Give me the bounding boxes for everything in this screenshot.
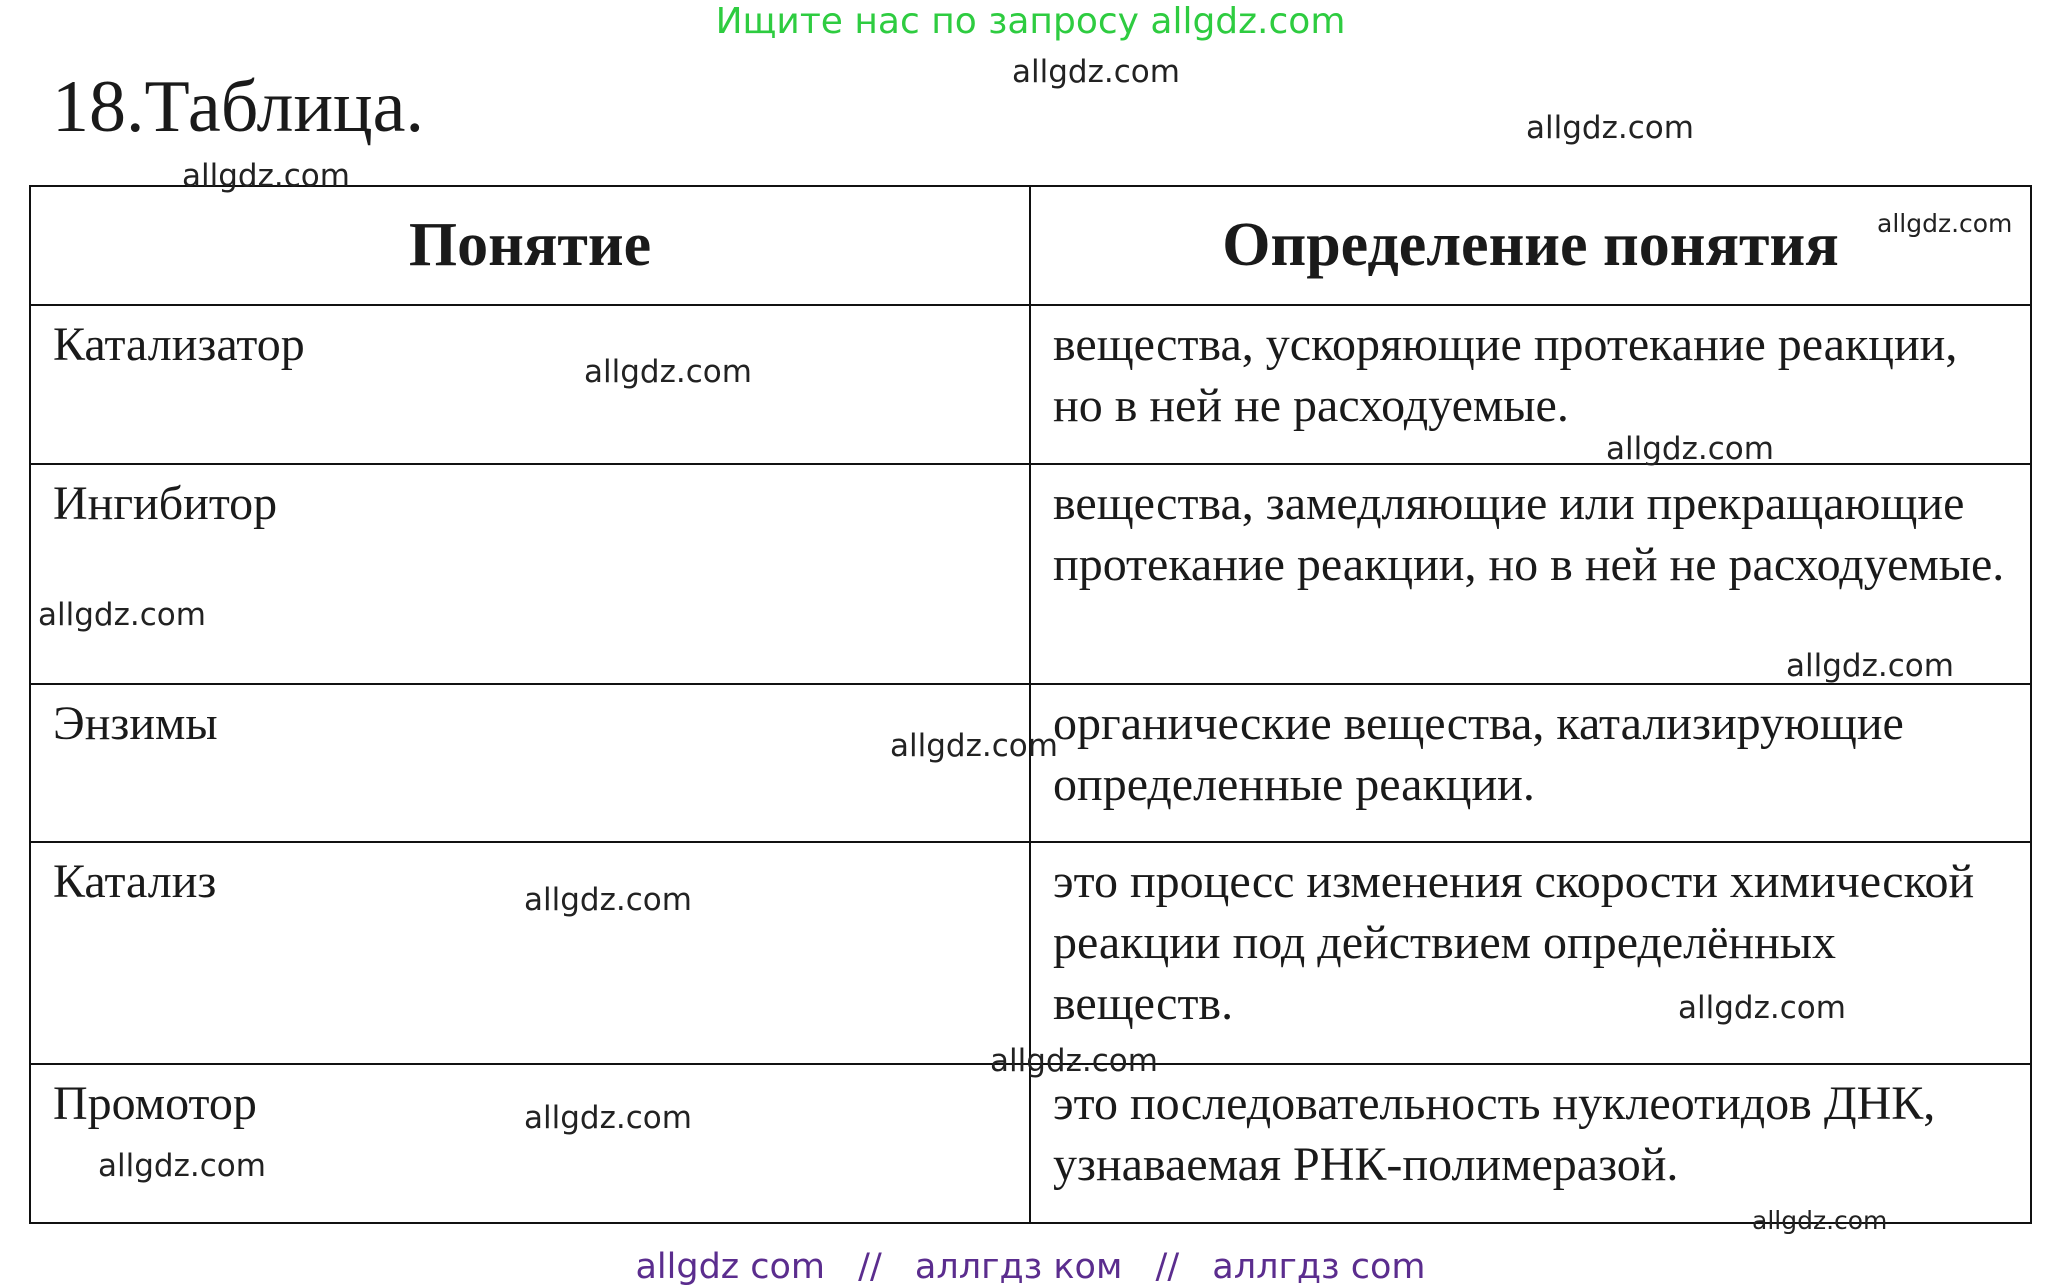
watermark: allgdz.com (1877, 209, 2013, 238)
header-term: Понятие (30, 186, 1030, 305)
table-row (30, 842, 2031, 1064)
watermark: allgdz.com (890, 728, 1058, 764)
definition-cell: это процесс изменения скорости химической реакции под действием определённых веществ. (1030, 842, 2031, 1064)
term-cell: Промотор (30, 1064, 1030, 1223)
watermark: allgdz.com (98, 1148, 266, 1184)
term-cell: Катализ (30, 842, 1030, 1064)
footer-links (0, 1246, 2061, 1288)
table-header-row (30, 186, 2031, 305)
table-row (30, 464, 2031, 684)
footer-link[interactable]: аллгдз ком (914, 1247, 1123, 1287)
header-definition: Определение понятия (1030, 186, 2031, 305)
definition-cell: органические вещества, катализирующие определенные реакции. (1030, 684, 2031, 842)
definition-cell: это последовательность нуклеотидов ДНК, узнаваемая РНК-полимеразой. (1030, 1064, 2031, 1223)
term-cell: Катализатор (30, 305, 1030, 464)
watermark: allgdz.com (990, 1043, 1158, 1079)
definition-cell: вещества, ускоряющие протекание реакции, но в ней не расходуемые. (1030, 305, 2031, 464)
watermark: allgdz.com (182, 158, 350, 194)
table-row (30, 1064, 2031, 1223)
top-banner: Ищите нас по запросу allgdz.com (715, 1, 1346, 42)
footer-separator: // (1155, 1247, 1180, 1287)
page-title: 18.Таблица. (52, 66, 424, 148)
watermark: allgdz.com (1678, 990, 1846, 1026)
footer-separator: // (858, 1247, 882, 1287)
watermark: allgdz.com (1752, 1206, 1888, 1235)
watermark: allgdz.com (1012, 54, 1180, 90)
watermark: allgdz.com (584, 354, 752, 390)
watermark: allgdz.com (524, 1100, 692, 1136)
watermark: allgdz.com (524, 882, 692, 918)
watermark: allgdz.com (1526, 110, 1694, 146)
watermark: allgdz.com (1606, 431, 1774, 467)
footer-link[interactable]: allgdz com (635, 1247, 826, 1287)
watermark: allgdz.com (38, 597, 206, 633)
watermark: allgdz.com (1786, 648, 1954, 684)
term-cell: Энзимы (30, 684, 1030, 842)
term-cell: Ингибитор (30, 464, 1030, 684)
definition-cell: вещества, замедляющие или прекращающие протекание реакции, но в ней не расходуемые. (1030, 464, 2031, 684)
footer-link[interactable]: аллгдз com (1212, 1247, 1426, 1287)
